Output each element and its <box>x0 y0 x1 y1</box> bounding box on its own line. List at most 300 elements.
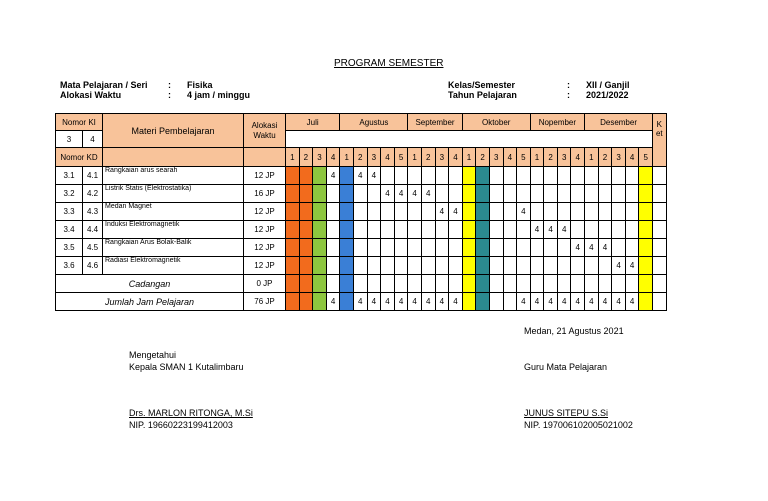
week-number: 1 <box>408 148 422 167</box>
week-cell <box>544 257 558 275</box>
kd4-cell: 4.2 <box>83 185 103 203</box>
week-cell <box>394 239 408 257</box>
week-cell: 4 <box>517 203 531 221</box>
week-cell <box>394 203 408 221</box>
week-cell <box>625 185 639 203</box>
week-cell: 4 <box>530 221 544 239</box>
week-cell <box>571 185 585 203</box>
kd4-cell: 4.3 <box>83 203 103 221</box>
week-cell <box>449 275 463 293</box>
week-number: 4 <box>326 148 340 167</box>
week-cell <box>585 185 599 203</box>
week-cell <box>326 275 340 293</box>
week-cell <box>421 239 435 257</box>
week-cell <box>489 185 503 203</box>
week-number: 4 <box>381 148 395 167</box>
week-cell <box>408 275 422 293</box>
week-cell: 4 <box>571 239 585 257</box>
week-cell <box>299 257 313 275</box>
ket-cell <box>653 167 667 185</box>
week-cell <box>299 203 313 221</box>
jumlah-label: Jumlah Jam Pelajaran <box>56 293 244 311</box>
week-cell <box>503 257 517 275</box>
jp-cell: 16 JP <box>244 185 286 203</box>
week-cell <box>449 185 463 203</box>
week-cell <box>571 167 585 185</box>
week-cell: 4 <box>585 239 599 257</box>
week-cell: 4 <box>571 293 585 311</box>
week-cell <box>489 257 503 275</box>
week-number: 1 <box>462 148 476 167</box>
month-header: Juli <box>286 114 340 131</box>
week-cell <box>353 275 367 293</box>
week-cell <box>435 221 449 239</box>
cadangan-jp: 0 JP <box>244 275 286 293</box>
week-cell <box>340 203 354 221</box>
week-cell <box>639 221 653 239</box>
week-number: 2 <box>476 148 490 167</box>
month-header: Nopember <box>530 114 584 131</box>
week-cell <box>476 185 490 203</box>
week-cell <box>489 239 503 257</box>
week-cell <box>449 257 463 275</box>
ket-cell <box>653 239 667 257</box>
jp-cell: 12 JP <box>244 257 286 275</box>
week-cell <box>299 167 313 185</box>
cadangan-label: Cadangan <box>56 275 244 293</box>
kelas-value: XII / Ganjil <box>586 80 630 90</box>
week-cell <box>313 185 327 203</box>
week-cell <box>598 257 612 275</box>
week-number: 3 <box>612 148 626 167</box>
materi-cell: Rangkaian arus searah <box>103 167 244 185</box>
week-cell <box>435 275 449 293</box>
week-cell <box>299 275 313 293</box>
week-cell <box>612 203 626 221</box>
week-cell: 4 <box>530 293 544 311</box>
week-cell <box>462 257 476 275</box>
mapel-label: Mata Pelajaran / Seri <box>60 80 148 90</box>
week-cell <box>557 203 571 221</box>
kd4-cell: 4.6 <box>83 257 103 275</box>
week-cell <box>476 275 490 293</box>
week-cell: 4 <box>408 293 422 311</box>
week-cell <box>408 257 422 275</box>
week-number: 3 <box>557 148 571 167</box>
week-cell <box>530 167 544 185</box>
alokasi-label: Alokasi Waktu <box>60 90 122 100</box>
week-cell <box>286 203 300 221</box>
week-cell <box>625 167 639 185</box>
week-number: 4 <box>449 148 463 167</box>
week-cell <box>557 257 571 275</box>
week-cell <box>462 167 476 185</box>
week-number: 4 <box>503 148 517 167</box>
mapel-colon: : <box>168 80 171 90</box>
week-cell <box>585 221 599 239</box>
week-cell <box>557 185 571 203</box>
week-cell <box>353 257 367 275</box>
week-cell <box>489 221 503 239</box>
ket-cell <box>653 221 667 239</box>
week-cell <box>313 293 327 311</box>
week-cell: 4 <box>598 239 612 257</box>
week-cell <box>286 239 300 257</box>
week-number: 4 <box>571 148 585 167</box>
week-cell <box>530 239 544 257</box>
week-cell <box>476 221 490 239</box>
jp-cell: 12 JP <box>244 203 286 221</box>
nomor-kd-header: Nomor KD <box>56 148 103 167</box>
week-cell <box>476 203 490 221</box>
kepsek-nip: NIP. 19660223199412003 <box>129 420 233 430</box>
week-cell <box>462 221 476 239</box>
week-cell <box>313 257 327 275</box>
week-cell <box>367 203 381 221</box>
week-number: 5 <box>517 148 531 167</box>
week-cell <box>639 293 653 311</box>
table-row <box>56 221 708 239</box>
kepsek-name: Drs. MARLON RITONGA, M.Si <box>129 408 253 418</box>
materi-cell: Radiasi Elektromagnetik <box>103 257 244 275</box>
ket-cell <box>653 293 667 311</box>
week-cell <box>517 275 531 293</box>
week-cell <box>340 275 354 293</box>
week-cell <box>557 239 571 257</box>
materi-cell: Medan Magnet <box>103 203 244 221</box>
week-cell <box>367 257 381 275</box>
week-cell <box>462 275 476 293</box>
week-number: 1 <box>340 148 354 167</box>
week-number: 1 <box>530 148 544 167</box>
alokasi-colon: : <box>168 90 171 100</box>
week-cell <box>449 239 463 257</box>
week-cell <box>353 221 367 239</box>
table-row <box>56 257 708 275</box>
week-cell <box>353 185 367 203</box>
nomor-ki-header: Nomor KI <box>56 114 103 131</box>
week-cell <box>394 221 408 239</box>
week-cell: 4 <box>394 185 408 203</box>
week-cell <box>462 293 476 311</box>
tahun-label: Tahun Pelajaran <box>448 90 517 100</box>
week-number: 3 <box>435 148 449 167</box>
week-cell: 4 <box>557 221 571 239</box>
kd3-cell: 3.2 <box>56 185 83 203</box>
alokasi-value: 4 jam / minggu <box>187 90 251 100</box>
week-cell: 4 <box>517 293 531 311</box>
tahun-value: 2021/2022 <box>586 90 629 100</box>
week-number: 1 <box>286 148 300 167</box>
week-cell <box>489 203 503 221</box>
week-cell <box>544 167 558 185</box>
week-cell <box>544 203 558 221</box>
week-cell <box>598 203 612 221</box>
ket-header: K et <box>653 114 667 167</box>
mapel-value: Fisika <box>187 80 213 90</box>
week-cell <box>639 275 653 293</box>
week-cell <box>462 239 476 257</box>
kelas-colon: : <box>567 80 570 90</box>
week-cell: 4 <box>544 293 558 311</box>
week-cell <box>313 203 327 221</box>
week-cell <box>340 293 354 311</box>
week-cell <box>489 275 503 293</box>
materi-cell: Induksi Elektromagnetik <box>103 221 244 239</box>
week-cell <box>476 239 490 257</box>
week-number: 5 <box>639 148 653 167</box>
ket-cell <box>653 203 667 221</box>
ki-4: 4 <box>83 131 103 148</box>
week-number: 2 <box>544 148 558 167</box>
week-cell: 4 <box>625 257 639 275</box>
week-cell <box>340 221 354 239</box>
week-cell <box>625 275 639 293</box>
cadangan-row <box>56 275 708 293</box>
week-cell <box>286 185 300 203</box>
week-cell <box>299 293 313 311</box>
week-cell <box>435 257 449 275</box>
week-cell <box>367 221 381 239</box>
week-cell <box>381 275 395 293</box>
week-cell <box>639 185 653 203</box>
week-cell <box>557 167 571 185</box>
week-cell <box>503 275 517 293</box>
materi-header: Materi Pembelajaran <box>103 114 244 148</box>
week-cell: 4 <box>421 185 435 203</box>
week-cell <box>353 239 367 257</box>
week-cell: 4 <box>625 293 639 311</box>
week-cell <box>421 275 435 293</box>
jp-cell: 12 JP <box>244 167 286 185</box>
week-cell <box>435 185 449 203</box>
week-cell: 4 <box>353 293 367 311</box>
materi-cell: Listrik Statis (Elektrostatika) <box>103 185 244 203</box>
week-cell <box>544 239 558 257</box>
week-cell <box>408 239 422 257</box>
week-cell <box>612 185 626 203</box>
week-cell <box>367 275 381 293</box>
week-cell <box>408 221 422 239</box>
month-header: Oktober <box>462 114 530 131</box>
week-cell <box>598 275 612 293</box>
week-cell <box>544 275 558 293</box>
week-cell <box>299 239 313 257</box>
week-cell <box>326 221 340 239</box>
week-cell <box>517 221 531 239</box>
week-cell <box>286 275 300 293</box>
week-cell: 4 <box>353 167 367 185</box>
week-cell <box>394 257 408 275</box>
week-cell <box>462 185 476 203</box>
guru-title: Guru Mata Pelajaran <box>524 362 608 372</box>
month-header: Desember <box>585 114 653 131</box>
week-cell <box>286 221 300 239</box>
week-cell <box>421 257 435 275</box>
jumlah-row <box>56 293 708 311</box>
week-cell <box>530 275 544 293</box>
week-cell: 4 <box>449 293 463 311</box>
alokasi-header-fill <box>244 148 286 167</box>
table-row <box>56 185 708 203</box>
jumlah-jp: 76 JP <box>244 293 286 311</box>
week-cell <box>421 203 435 221</box>
week-cell <box>381 167 395 185</box>
week-cell: 4 <box>367 167 381 185</box>
week-cell <box>394 167 408 185</box>
week-cell <box>340 239 354 257</box>
kepsek-title: Kepala SMAN 1 Kutalimbaru <box>129 362 244 372</box>
week-number: 2 <box>353 148 367 167</box>
kd4-cell: 4.5 <box>83 239 103 257</box>
program-semester-table <box>55 113 708 311</box>
table-row <box>56 167 708 185</box>
week-cell <box>313 275 327 293</box>
guru-name: JUNUS SITEPU S.Si <box>524 408 609 418</box>
week-cell <box>571 221 585 239</box>
week-number: 1 <box>585 148 599 167</box>
week-number: 3 <box>367 148 381 167</box>
week-cell <box>476 257 490 275</box>
week-number: 3 <box>313 148 327 167</box>
week-number: 2 <box>598 148 612 167</box>
week-cell: 4 <box>557 293 571 311</box>
ket-cell <box>653 275 667 293</box>
week-cell <box>557 275 571 293</box>
week-cell <box>503 185 517 203</box>
week-cell <box>489 167 503 185</box>
week-cell <box>612 239 626 257</box>
ki-3: 3 <box>56 131 83 148</box>
kd3-cell: 3.3 <box>56 203 83 221</box>
week-cell: 4 <box>421 293 435 311</box>
week-cell <box>639 203 653 221</box>
week-cell <box>299 185 313 203</box>
week-cell <box>598 167 612 185</box>
week-cell <box>449 167 463 185</box>
week-cell <box>503 293 517 311</box>
week-cell <box>598 185 612 203</box>
week-cell <box>625 239 639 257</box>
week-cell: 4 <box>381 293 395 311</box>
document-title: PROGRAM SEMESTER <box>334 58 444 69</box>
week-cell <box>517 185 531 203</box>
week-cell <box>517 239 531 257</box>
week-cell <box>340 185 354 203</box>
week-cell <box>286 293 300 311</box>
week-cell <box>367 239 381 257</box>
kd3-cell: 3.1 <box>56 167 83 185</box>
kd3-cell: 3.4 <box>56 221 83 239</box>
week-cell: 4 <box>326 167 340 185</box>
week-cell <box>530 203 544 221</box>
jp-cell: 12 JP <box>244 221 286 239</box>
week-cell <box>340 167 354 185</box>
week-cell <box>517 167 531 185</box>
alokasi-header: Alokasi Waktu <box>244 114 286 148</box>
week-cell <box>517 257 531 275</box>
week-cell <box>571 203 585 221</box>
week-number: 4 <box>625 148 639 167</box>
week-cell <box>381 239 395 257</box>
week-cell <box>421 167 435 185</box>
week-cell <box>353 203 367 221</box>
week-cell <box>449 221 463 239</box>
week-cell: 4 <box>381 185 395 203</box>
week-cell <box>598 221 612 239</box>
week-cell <box>326 239 340 257</box>
week-cell <box>571 275 585 293</box>
week-cell: 4 <box>435 203 449 221</box>
week-cell <box>544 185 558 203</box>
week-number: 2 <box>421 148 435 167</box>
week-cell <box>571 257 585 275</box>
week-cell <box>503 221 517 239</box>
week-cell <box>462 203 476 221</box>
week-cell <box>286 167 300 185</box>
week-cell <box>612 275 626 293</box>
week-cell <box>299 221 313 239</box>
place-date: Medan, 21 Agustus 2021 <box>524 326 624 336</box>
materi-cell: Rangkaian Arus Bolak-Balik <box>103 239 244 257</box>
week-cell <box>585 275 599 293</box>
ket-cell <box>653 185 667 203</box>
week-cell <box>612 221 626 239</box>
week-cell <box>394 275 408 293</box>
week-cell <box>381 221 395 239</box>
week-cell <box>326 257 340 275</box>
week-cell <box>530 185 544 203</box>
week-cell <box>326 203 340 221</box>
week-cell <box>503 167 517 185</box>
table-row <box>56 203 708 221</box>
week-cell <box>421 221 435 239</box>
week-cell <box>408 167 422 185</box>
week-cell: 4 <box>367 293 381 311</box>
materi-header-fill <box>103 148 244 167</box>
week-cell <box>367 185 381 203</box>
jp-cell: 12 JP <box>244 239 286 257</box>
week-cell <box>585 167 599 185</box>
week-cell <box>340 257 354 275</box>
week-number: 3 <box>489 148 503 167</box>
week-cell: 4 <box>585 293 599 311</box>
kd3-cell: 3.5 <box>56 239 83 257</box>
week-cell <box>313 221 327 239</box>
week-cell <box>435 167 449 185</box>
week-cell <box>489 293 503 311</box>
week-cell: 4 <box>326 293 340 311</box>
month-header: Agustus <box>340 114 408 131</box>
week-cell: 4 <box>598 293 612 311</box>
week-cell: 4 <box>435 293 449 311</box>
week-cell: 4 <box>394 293 408 311</box>
week-number: 5 <box>394 148 408 167</box>
table-row <box>56 239 708 257</box>
week-cell <box>313 167 327 185</box>
week-cell <box>435 239 449 257</box>
kd3-cell: 3.6 <box>56 257 83 275</box>
kd4-cell: 4.4 <box>83 221 103 239</box>
week-cell <box>476 293 490 311</box>
week-cell: 4 <box>408 185 422 203</box>
week-cell <box>639 257 653 275</box>
week-cell: 4 <box>612 293 626 311</box>
week-cell <box>381 203 395 221</box>
kd4-cell: 4.1 <box>83 167 103 185</box>
week-cell: 4 <box>449 203 463 221</box>
week-cell <box>381 257 395 275</box>
